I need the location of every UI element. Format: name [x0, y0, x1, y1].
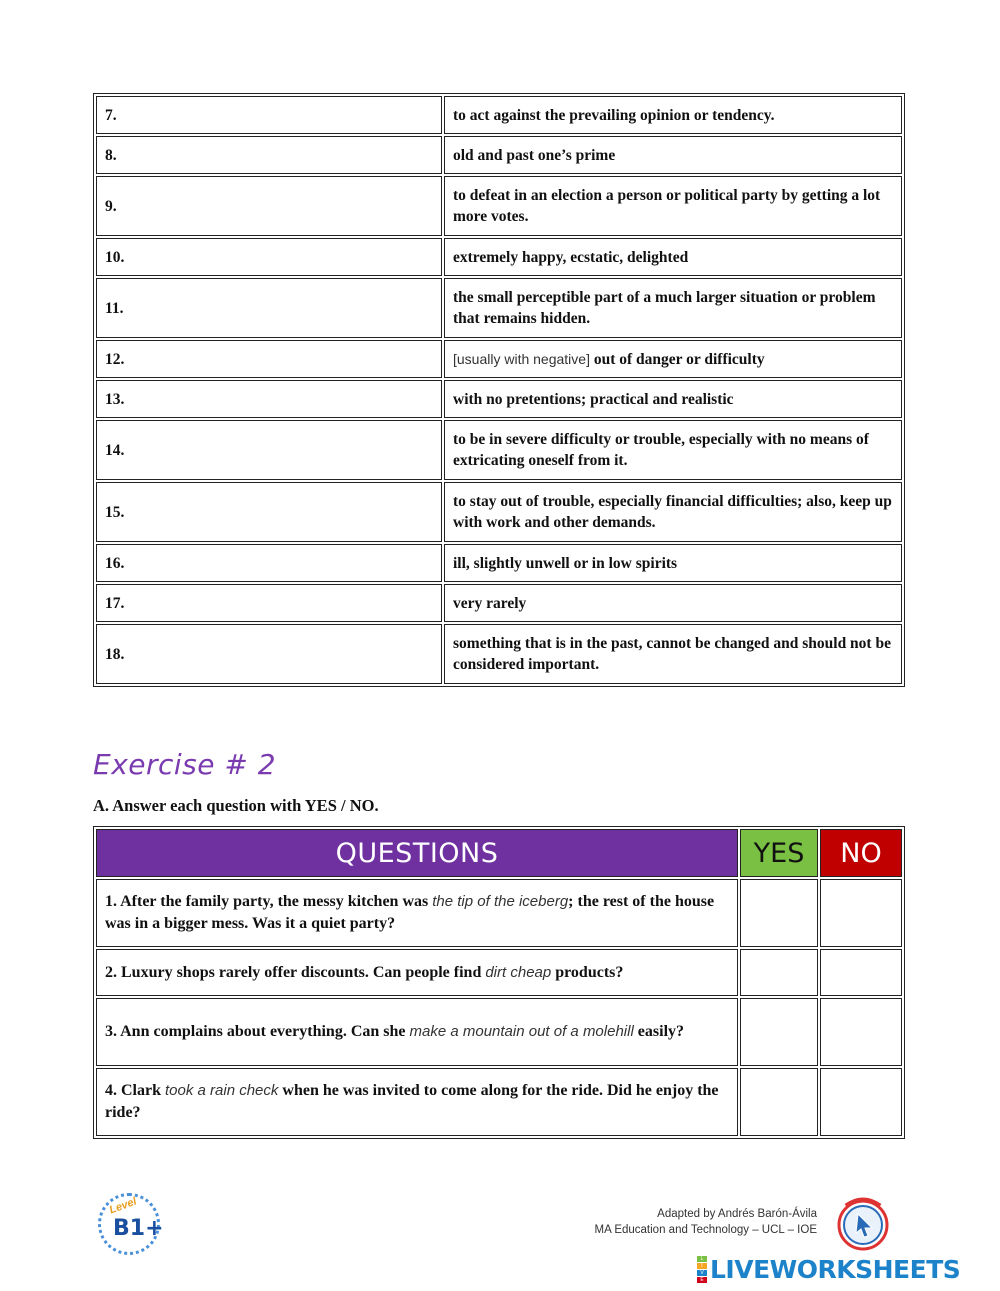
definition-note: [usually with negative] — [453, 350, 590, 367]
question-row — [96, 998, 902, 1066]
definition-row — [96, 340, 902, 378]
definition-cell — [444, 380, 902, 418]
idiom-number-cell[interactable]: 9. — [96, 176, 442, 236]
live-mark-icon — [697, 1256, 707, 1283]
question-text: easily? — [633, 1023, 685, 1040]
definition-cell — [444, 584, 902, 622]
question-text: 1. After the family party, the messy kitchen was — [105, 893, 433, 910]
definition-row — [96, 176, 902, 236]
definition-text: ill, slightly unwell or in low spirits — [453, 554, 678, 572]
definition-cell — [444, 136, 902, 174]
definition-text: to defeat in an election a person or political party by getting a lot more votes. — [453, 187, 881, 225]
definition-cell — [444, 176, 902, 236]
click-logo-icon — [832, 1194, 894, 1252]
question-text: 4. Clark — [105, 1082, 165, 1099]
live-letter: V — [697, 1270, 707, 1276]
definition-cell — [444, 420, 902, 480]
no-header: NO — [820, 829, 902, 877]
credit-line-1: Adapted by Andrés Barón-Ávila — [657, 1208, 817, 1220]
definition-text: the small perceptible part of a much larger situation or problem that remains hidden. — [453, 289, 876, 327]
definition-row — [96, 238, 902, 276]
definition-row — [96, 544, 902, 582]
liveworksheets-logo — [697, 1255, 960, 1284]
idiom-number-cell[interactable]: 16. — [96, 544, 442, 582]
definition-cell — [444, 340, 902, 378]
definition-cell — [444, 96, 902, 134]
question-text: 2. Luxury shops rarely offer discounts. Can people find — [105, 963, 486, 981]
yes-answer-cell[interactable] — [740, 879, 818, 947]
definition-cell — [444, 624, 902, 684]
question-idiom: the tip of the iceberg — [432, 893, 569, 910]
question-text: ; the rest of the house was in a bigger mess. Was it a quiet party? — [105, 893, 715, 932]
question-cell — [96, 1068, 738, 1136]
question-row — [96, 949, 902, 996]
yes-answer-cell[interactable] — [740, 998, 818, 1066]
live-letter: L — [697, 1256, 707, 1262]
definition-row — [96, 420, 902, 480]
definition-row — [96, 278, 902, 338]
exercise-title: Exercise # 2 — [93, 748, 277, 781]
definitions-table — [93, 93, 905, 687]
yes-answer-cell[interactable] — [740, 949, 818, 996]
idiom-number-cell[interactable]: 17. — [96, 584, 442, 622]
badge-level-word: Level — [107, 1195, 139, 1217]
yes-answer-cell[interactable] — [740, 1068, 818, 1136]
badge-level-label: B1+ — [113, 1216, 164, 1241]
question-text: products? — [551, 963, 624, 981]
credits — [595, 1206, 817, 1238]
definition-row — [96, 482, 902, 542]
question-idiom: make a mountain out of a molehill — [409, 1023, 634, 1040]
live-letter: I — [697, 1263, 707, 1269]
definition-text: something that is in the past, cannot be changed and should not be considered important. — [453, 635, 891, 673]
question-cell — [96, 998, 738, 1066]
definition-row — [96, 584, 902, 622]
definition-row — [96, 136, 902, 174]
definition-text: to be in severe difficulty or trouble, especially with no means of extricating oneself from it. — [453, 431, 869, 469]
definition-row — [96, 380, 902, 418]
definition-text: out of danger or difficulty — [593, 350, 765, 368]
no-answer-cell[interactable] — [820, 879, 902, 947]
idiom-number-cell[interactable]: 10. — [96, 238, 442, 276]
definition-row — [96, 624, 902, 684]
definition-cell — [444, 544, 902, 582]
question-cell — [96, 879, 738, 947]
question-cell — [96, 949, 738, 996]
idiom-number-cell[interactable]: 14. — [96, 420, 442, 480]
idiom-number-cell[interactable]: 7. — [96, 96, 442, 134]
definition-cell — [444, 278, 902, 338]
brand-name: LIVEWORKSHEETS — [710, 1255, 961, 1284]
definition-row — [96, 96, 902, 134]
definition-text: with no pretentions; practical and realistic — [453, 390, 734, 408]
idiom-number-cell[interactable]: 18. — [96, 624, 442, 684]
question-row — [96, 879, 902, 947]
questions-table — [93, 826, 905, 1139]
questions-header: QUESTIONS — [96, 829, 738, 877]
no-answer-cell[interactable] — [820, 1068, 902, 1136]
credit-line-2: MA Education and Technology – UCL – IOE — [594, 1224, 817, 1236]
question-idiom: dirt cheap — [485, 963, 552, 981]
question-idiom: took a rain check — [165, 1082, 279, 1099]
live-letter: E — [697, 1277, 707, 1283]
definition-text: to act against the prevailing opinion or tendency. — [453, 106, 775, 124]
question-text: 3. Ann complains about everything. Can she — [105, 1023, 410, 1040]
definition-text: to stay out of trouble, especially financial difficulties; also, keep up with work and other demands. — [453, 493, 892, 531]
definition-cell — [444, 238, 902, 276]
level-badge — [98, 1193, 164, 1255]
definition-cell — [444, 482, 902, 542]
yes-header: YES — [740, 829, 818, 877]
definition-text: old and past one’s prime — [453, 146, 616, 164]
definition-text: extremely happy, ecstatic, delighted — [453, 248, 689, 266]
idiom-number-cell[interactable]: 15. — [96, 482, 442, 542]
idiom-number-cell[interactable]: 8. — [96, 136, 442, 174]
definition-text: very rarely — [453, 594, 527, 612]
exercise-instruction: A. Answer each question with YES / NO. — [93, 796, 379, 815]
question-row — [96, 1068, 902, 1136]
idiom-number-cell[interactable]: 12. — [96, 340, 442, 378]
question-text: when he was invited to come along for the ride. Did he enjoy the ride? — [105, 1082, 719, 1121]
idiom-number-cell[interactable]: 13. — [96, 380, 442, 418]
no-answer-cell[interactable] — [820, 998, 902, 1066]
idiom-number-cell[interactable]: 11. — [96, 278, 442, 338]
no-answer-cell[interactable] — [820, 949, 902, 996]
